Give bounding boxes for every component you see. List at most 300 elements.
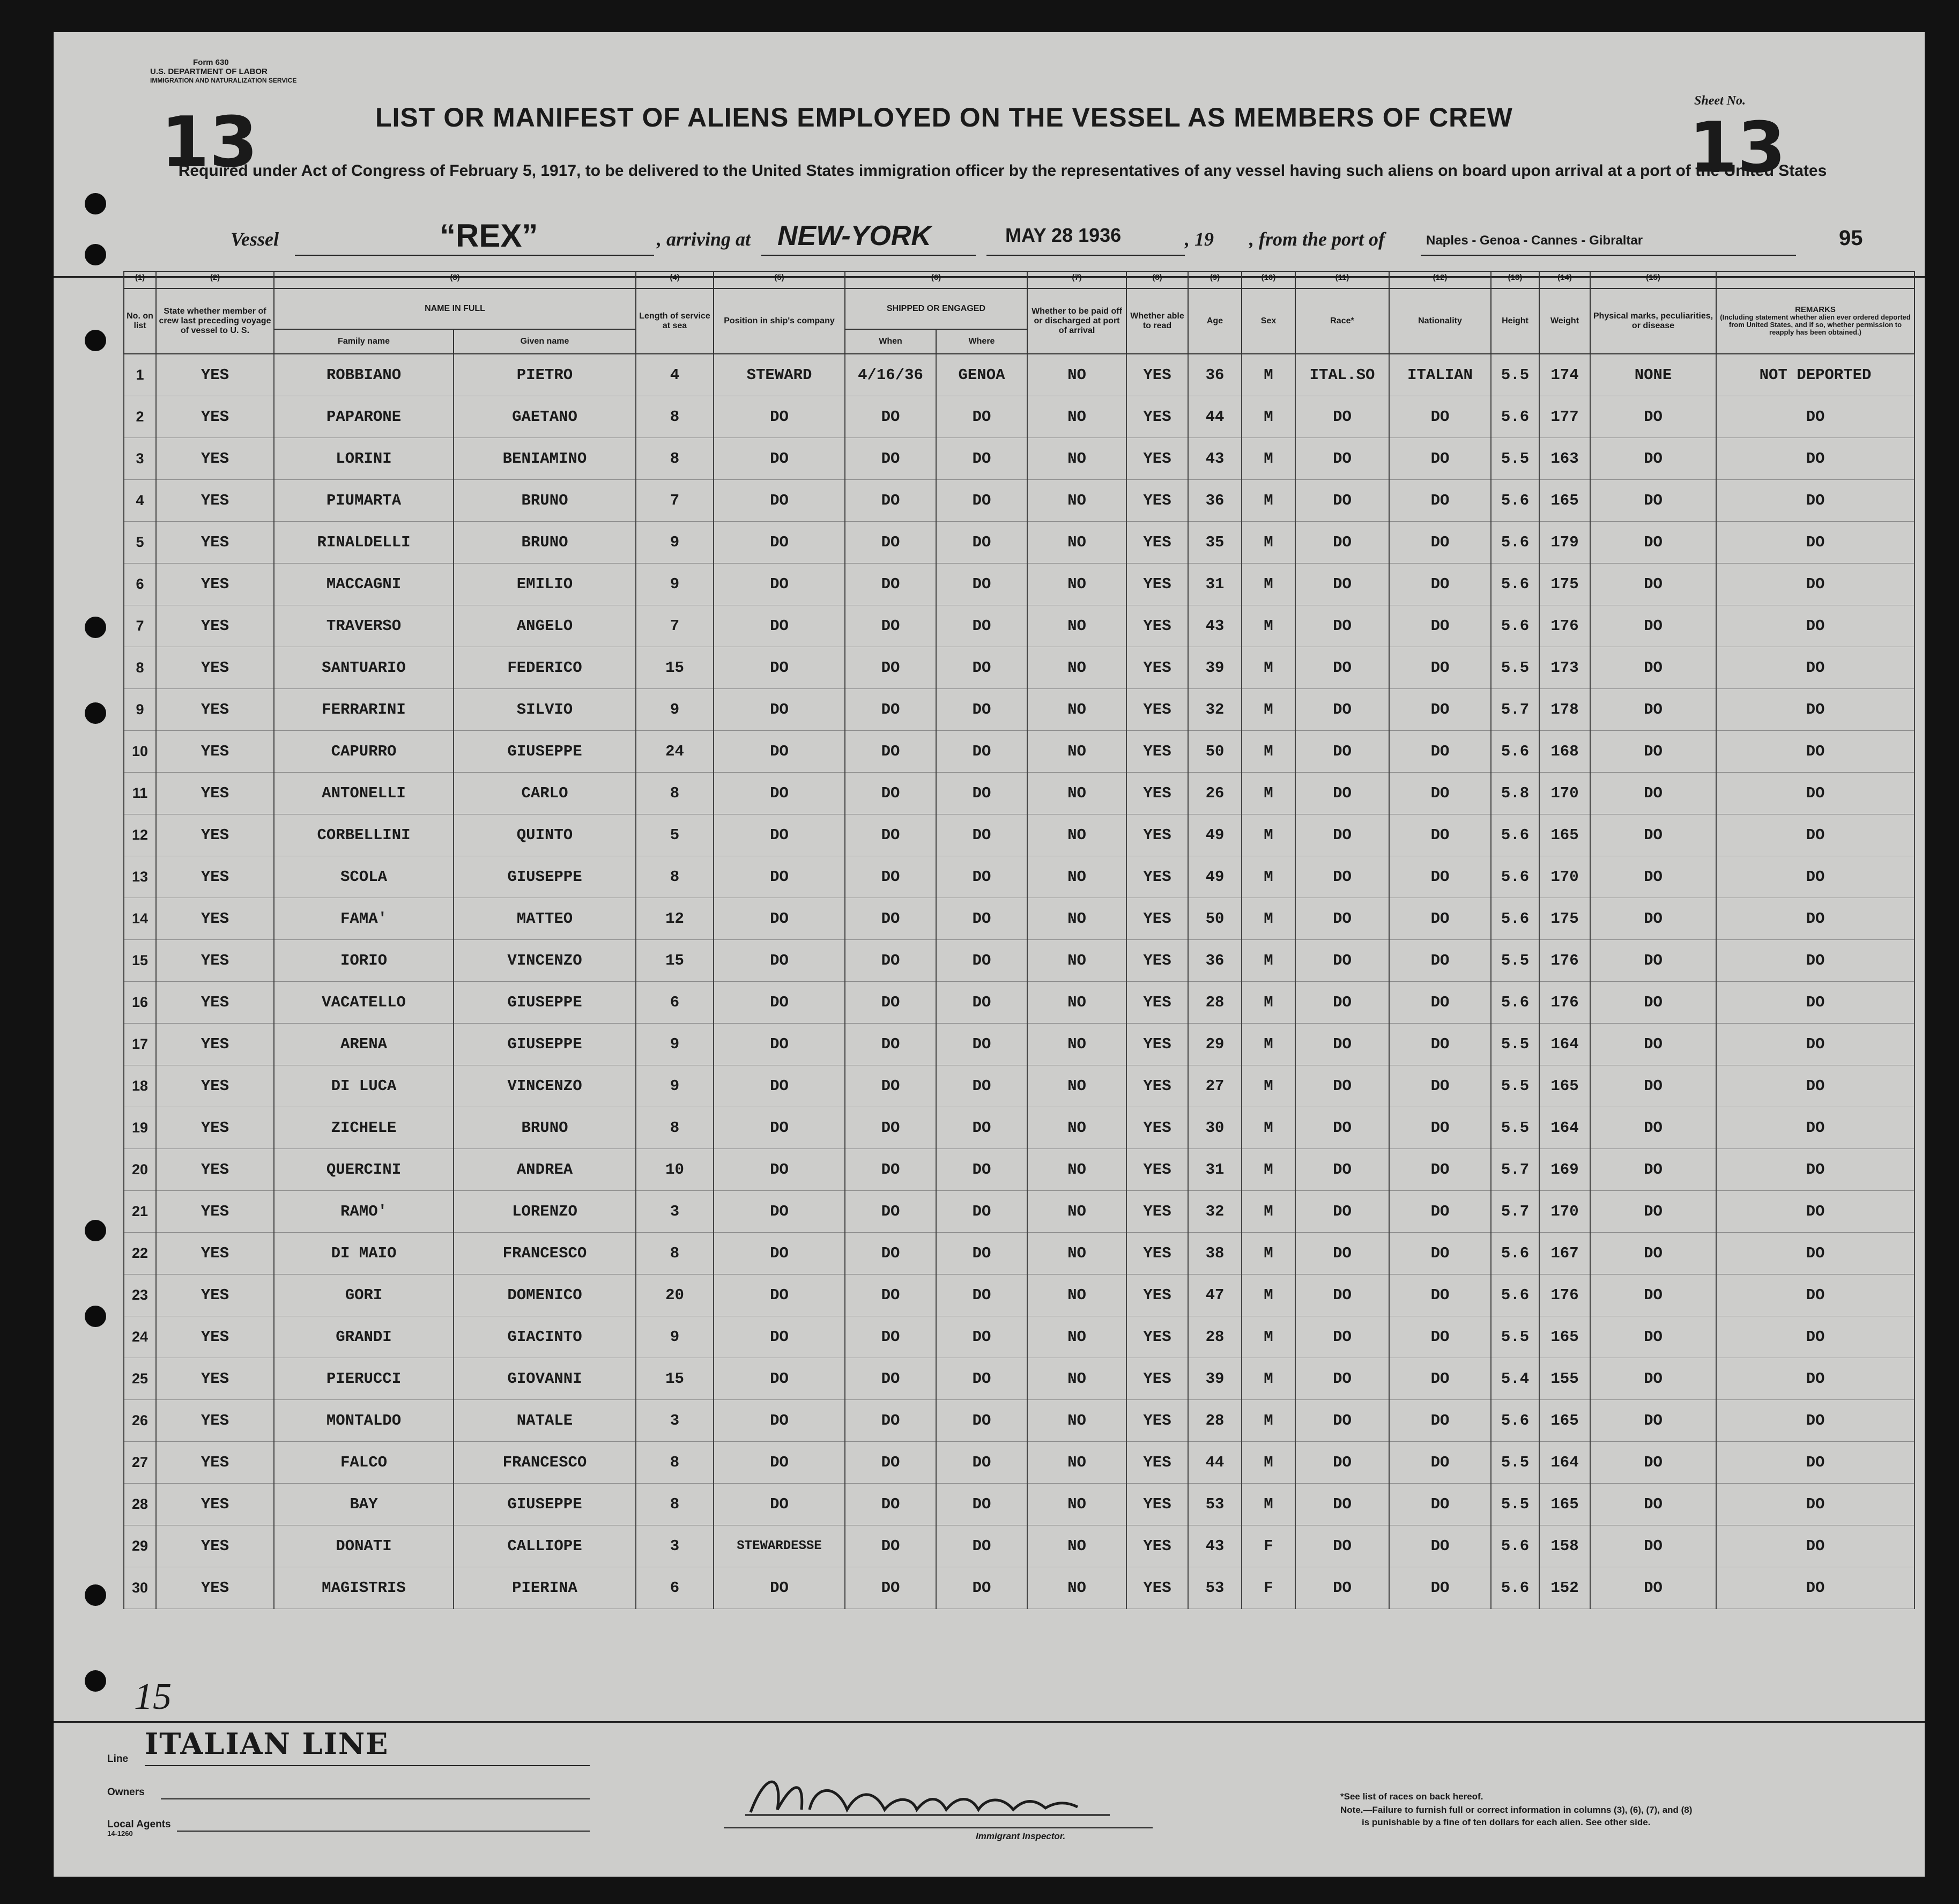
remarks-cell: DO [1716, 1275, 1915, 1316]
header-age: Age [1188, 288, 1242, 354]
col-number: (9) [1188, 271, 1242, 288]
given-name-cell: GIUSEPPE [454, 731, 636, 773]
owners-label: Owners [107, 1787, 145, 1798]
family-name-cell: FAMA' [274, 898, 454, 940]
row-number-cell: 1 [124, 354, 156, 396]
able-to-read-cell: YES [1126, 1316, 1188, 1358]
corner-number: 95 [1839, 226, 1863, 250]
physical-marks-cell: DO [1590, 1191, 1716, 1233]
sheet-number: 13 [1689, 107, 1786, 188]
given-name-cell: GIUSEPPE [454, 982, 636, 1024]
weight-cell: 169 [1539, 1149, 1590, 1191]
weight-cell: 178 [1539, 689, 1590, 731]
table-row [124, 1275, 1915, 1316]
physical-marks-cell: DO [1590, 522, 1716, 564]
sex-cell: M [1242, 1316, 1295, 1358]
able-to-read-cell: YES [1126, 982, 1188, 1024]
nationality-cell: DO [1389, 773, 1491, 814]
age-cell: 36 [1188, 480, 1242, 522]
remarks-cell: DO [1716, 1525, 1915, 1567]
nationality-cell: ITALIAN [1389, 354, 1491, 396]
family-name-cell: DI LUCA [274, 1065, 454, 1107]
nationality-cell: DO [1389, 1065, 1491, 1107]
sex-cell: M [1242, 1400, 1295, 1442]
weight-cell: 176 [1539, 982, 1590, 1024]
height-cell: 5.6 [1491, 1525, 1539, 1567]
crew-status-cell: YES [156, 1484, 274, 1525]
position-cell: DO [714, 1024, 845, 1065]
race-cell: DO [1295, 773, 1389, 814]
age-cell: 49 [1188, 814, 1242, 856]
family-name-cell: ZICHELE [274, 1107, 454, 1149]
table-row [124, 940, 1915, 982]
age-cell: 47 [1188, 1275, 1242, 1316]
paid-off-cell: NO [1027, 1442, 1126, 1484]
year-label: , 19 [1185, 228, 1214, 250]
remarks-cell: DO [1716, 1400, 1915, 1442]
shipped-when-cell: DO [845, 564, 936, 605]
service-length-cell: 12 [636, 898, 714, 940]
age-cell: 31 [1188, 1149, 1242, 1191]
height-cell: 5.7 [1491, 1149, 1539, 1191]
service-length-cell: 7 [636, 480, 714, 522]
sex-cell: F [1242, 1567, 1295, 1609]
weight-cell: 164 [1539, 1024, 1590, 1065]
given-name-cell: GIUSEPPE [454, 856, 636, 898]
crew-status-cell: YES [156, 731, 274, 773]
row-number-cell: 9 [124, 689, 156, 731]
weight-cell: 155 [1539, 1358, 1590, 1400]
header-height: Height [1491, 288, 1539, 354]
race-cell: DO [1295, 1191, 1389, 1233]
table-row [124, 522, 1915, 564]
punch-hole [85, 244, 106, 265]
race-cell: DO [1295, 940, 1389, 982]
crew-manifest-table [123, 271, 1915, 1609]
position-cell: DO [714, 480, 845, 522]
given-name-cell: PIERINA [454, 1567, 636, 1609]
punch-hole [85, 1220, 106, 1241]
service-length-cell: 15 [636, 647, 714, 689]
weight-cell: 165 [1539, 1065, 1590, 1107]
paid-off-cell: NO [1027, 1065, 1126, 1107]
family-name-cell: MACCAGNI [274, 564, 454, 605]
header-name-in-full: NAME IN FULL [274, 288, 636, 329]
race-cell: DO [1295, 731, 1389, 773]
shipped-where-cell: DO [936, 1065, 1027, 1107]
nationality-cell: DO [1389, 1275, 1491, 1316]
physical-marks-cell: DO [1590, 1065, 1716, 1107]
given-name-cell: GIUSEPPE [454, 1484, 636, 1525]
weight-cell: 176 [1539, 605, 1590, 647]
shipped-when-cell: DO [845, 1024, 936, 1065]
nationality-cell: DO [1389, 438, 1491, 480]
position-cell: DO [714, 773, 845, 814]
physical-marks-cell: DO [1590, 1024, 1716, 1065]
age-cell: 44 [1188, 1442, 1242, 1484]
family-name-cell: RINALDELLI [274, 522, 454, 564]
remarks-cell: DO [1716, 396, 1915, 438]
physical-marks-cell: DO [1590, 605, 1716, 647]
punch-hole [85, 702, 106, 724]
race-cell: DO [1295, 1525, 1389, 1567]
physical-marks-cell: DO [1590, 1233, 1716, 1275]
remarks-cell: DO [1716, 647, 1915, 689]
age-cell: 36 [1188, 940, 1242, 982]
able-to-read-cell: YES [1126, 689, 1188, 731]
given-name-cell: GAETANO [454, 396, 636, 438]
crew-status-cell: YES [156, 564, 274, 605]
age-cell: 50 [1188, 898, 1242, 940]
paid-off-cell: NO [1027, 1275, 1126, 1316]
row-number-cell: 24 [124, 1316, 156, 1358]
shipped-where-cell: DO [936, 1442, 1027, 1484]
shipped-when-cell: DO [845, 1233, 936, 1275]
sex-cell: M [1242, 480, 1295, 522]
paid-off-cell: NO [1027, 940, 1126, 982]
able-to-read-cell: YES [1126, 856, 1188, 898]
age-cell: 31 [1188, 564, 1242, 605]
service-length-cell: 4 [636, 354, 714, 396]
crew-status-cell: YES [156, 898, 274, 940]
position-cell: DO [714, 1567, 845, 1609]
crew-status-cell: YES [156, 354, 274, 396]
shipped-where-cell: DO [936, 940, 1027, 982]
agents-label: Local Agents [107, 1819, 171, 1830]
race-cell: DO [1295, 1316, 1389, 1358]
shipped-when-cell: DO [845, 898, 936, 940]
position-cell: DO [714, 1107, 845, 1149]
nationality-cell: DO [1389, 1567, 1491, 1609]
weight-cell: 152 [1539, 1567, 1590, 1609]
able-to-read-cell: YES [1126, 438, 1188, 480]
service-length-cell: 8 [636, 1233, 714, 1275]
remarks-cell: DO [1716, 1358, 1915, 1400]
physical-marks-cell: DO [1590, 1400, 1716, 1442]
nationality-cell: DO [1389, 1233, 1491, 1275]
table-row [124, 982, 1915, 1024]
col-number: (4) [636, 271, 714, 288]
height-cell: 5.5 [1491, 1024, 1539, 1065]
able-to-read-cell: YES [1126, 605, 1188, 647]
family-name-cell: SCOLA [274, 856, 454, 898]
able-to-read-cell: YES [1126, 1233, 1188, 1275]
shipped-where-cell: DO [936, 1400, 1027, 1442]
table-row [124, 1024, 1915, 1065]
shipped-where-cell: DO [936, 1107, 1027, 1149]
service-length-cell: 24 [636, 731, 714, 773]
row-number-cell: 26 [124, 1400, 156, 1442]
family-name-cell: CORBELLINI [274, 814, 454, 856]
given-name-cell: ANDREA [454, 1149, 636, 1191]
height-cell: 5.6 [1491, 605, 1539, 647]
given-name-cell: DOMENICO [454, 1275, 636, 1316]
given-name-cell: GIACINTO [454, 1316, 636, 1358]
table-row [124, 1065, 1915, 1107]
family-name-cell: FALCO [274, 1442, 454, 1484]
punch-hole [85, 330, 106, 351]
table-row [124, 689, 1915, 731]
table-row [124, 1567, 1915, 1609]
service-length-cell: 8 [636, 1442, 714, 1484]
able-to-read-cell: YES [1126, 1149, 1188, 1191]
able-to-read-cell: YES [1126, 480, 1188, 522]
sex-cell: M [1242, 1442, 1295, 1484]
position-cell: DO [714, 1191, 845, 1233]
shipped-when-cell: DO [845, 1442, 936, 1484]
sex-cell: M [1242, 1065, 1295, 1107]
family-name-cell: PIERUCCI [274, 1358, 454, 1400]
paid-off-cell: NO [1027, 1191, 1126, 1233]
service-length-cell: 9 [636, 564, 714, 605]
nationality-cell: DO [1389, 1191, 1491, 1233]
position-cell: DO [714, 982, 845, 1024]
table-row [124, 1525, 1915, 1567]
sex-cell: M [1242, 940, 1295, 982]
shipped-when-cell: DO [845, 1358, 936, 1400]
shipped-where-cell: DO [936, 396, 1027, 438]
inspector-label: Immigrant Inspector. [976, 1831, 1066, 1841]
crew-status-cell: YES [156, 1024, 274, 1065]
family-name-cell: RAMO' [274, 1191, 454, 1233]
height-cell: 5.5 [1491, 1442, 1539, 1484]
sex-cell: M [1242, 647, 1295, 689]
age-cell: 28 [1188, 982, 1242, 1024]
table-row [124, 647, 1915, 689]
row-number-cell: 6 [124, 564, 156, 605]
weight-cell: 170 [1539, 773, 1590, 814]
nationality-cell: DO [1389, 814, 1491, 856]
height-cell: 5.6 [1491, 396, 1539, 438]
able-to-read-cell: YES [1126, 396, 1188, 438]
position-cell: DO [714, 522, 845, 564]
weight-cell: 170 [1539, 1191, 1590, 1233]
vessel-name: “REX” [440, 218, 538, 254]
header-paid-off: Whether to be paid off or discharged at port of arrival [1027, 288, 1126, 354]
sex-cell: M [1242, 1275, 1295, 1316]
position-cell: STEWARD [714, 354, 845, 396]
service-length-cell: 9 [636, 689, 714, 731]
weight-cell: 167 [1539, 1233, 1590, 1275]
vessel-label: Vessel [231, 228, 279, 250]
race-note: *See list of races on back hereof. [1340, 1791, 1483, 1802]
remarks-cell: DO [1716, 1233, 1915, 1275]
form-department: U.S. DEPARTMENT OF LABOR [150, 67, 268, 76]
age-cell: 27 [1188, 1065, 1242, 1107]
shipped-when-cell: DO [845, 1275, 936, 1316]
given-name-cell: GIOVANNI [454, 1358, 636, 1400]
nationality-cell: DO [1389, 480, 1491, 522]
sex-cell: M [1242, 814, 1295, 856]
nationality-cell: DO [1389, 396, 1491, 438]
race-cell: DO [1295, 564, 1389, 605]
given-name-cell: BRUNO [454, 522, 636, 564]
position-cell: DO [714, 731, 845, 773]
service-length-cell: 3 [636, 1400, 714, 1442]
nationality-cell: DO [1389, 1024, 1491, 1065]
service-length-cell: 6 [636, 982, 714, 1024]
sex-cell: M [1242, 898, 1295, 940]
row-number-cell: 8 [124, 647, 156, 689]
sex-cell: M [1242, 982, 1295, 1024]
service-length-cell: 3 [636, 1191, 714, 1233]
header-remarks [1716, 288, 1915, 354]
age-cell: 32 [1188, 1191, 1242, 1233]
header-nationality: Nationality [1389, 288, 1491, 354]
nationality-cell: DO [1389, 982, 1491, 1024]
sex-cell: M [1242, 689, 1295, 731]
row-number-cell: 16 [124, 982, 156, 1024]
service-length-cell: 3 [636, 1525, 714, 1567]
row-number-cell: 22 [124, 1233, 156, 1275]
shipped-where-cell: DO [936, 898, 1027, 940]
age-cell: 53 [1188, 1484, 1242, 1525]
able-to-read-cell: YES [1126, 1484, 1188, 1525]
weight-cell: 170 [1539, 856, 1590, 898]
weight-cell: 165 [1539, 814, 1590, 856]
position-cell: DO [714, 898, 845, 940]
family-name-cell: PIUMARTA [274, 480, 454, 522]
crew-status-cell: YES [156, 1065, 274, 1107]
height-cell: 5.6 [1491, 480, 1539, 522]
sex-cell: F [1242, 1525, 1295, 1567]
race-cell: DO [1295, 396, 1389, 438]
remarks-cell: DO [1716, 1024, 1915, 1065]
column-header-row [124, 288, 1915, 329]
position-cell: DO [714, 1233, 845, 1275]
able-to-read-cell: YES [1126, 1191, 1188, 1233]
col-number: (13) [1491, 271, 1539, 288]
nationality-cell: DO [1389, 856, 1491, 898]
service-length-cell: 15 [636, 940, 714, 982]
crew-status-cell: YES [156, 396, 274, 438]
race-cell: DO [1295, 1400, 1389, 1442]
paid-off-cell: NO [1027, 1567, 1126, 1609]
paid-off-cell: NO [1027, 1525, 1126, 1567]
paid-off-cell: NO [1027, 1400, 1126, 1442]
race-cell: DO [1295, 1567, 1389, 1609]
table-row [124, 731, 1915, 773]
crew-status-cell: YES [156, 1358, 274, 1400]
weight-cell: 175 [1539, 898, 1590, 940]
crew-status-cell: YES [156, 1107, 274, 1149]
col-number: (11) [1295, 271, 1389, 288]
paid-off-cell: NO [1027, 1107, 1126, 1149]
row-number-cell: 15 [124, 940, 156, 982]
height-cell: 5.8 [1491, 773, 1539, 814]
header-race: Race* [1295, 288, 1389, 354]
sex-cell: M [1242, 438, 1295, 480]
physical-marks-cell: DO [1590, 1442, 1716, 1484]
form-identifier [150, 58, 296, 85]
shipped-where-cell: DO [936, 1275, 1027, 1316]
able-to-read-cell: YES [1126, 522, 1188, 564]
table-row [124, 564, 1915, 605]
paid-off-cell: NO [1027, 1316, 1126, 1358]
header-given-name: Given name [454, 329, 636, 354]
table-row [124, 480, 1915, 522]
physical-marks-cell: DO [1590, 856, 1716, 898]
paid-off-cell: NO [1027, 689, 1126, 731]
given-name-cell: NATALE [454, 1400, 636, 1442]
punch-hole [85, 617, 106, 638]
physical-marks-cell: DO [1590, 1358, 1716, 1400]
crew-status-cell: YES [156, 480, 274, 522]
nationality-cell: DO [1389, 1358, 1491, 1400]
header-position: Position in ship's company [714, 288, 845, 354]
able-to-read-cell: YES [1126, 1275, 1188, 1316]
able-to-read-cell: YES [1126, 1442, 1188, 1484]
given-name-cell: FEDERICO [454, 647, 636, 689]
sex-cell: M [1242, 856, 1295, 898]
weight-cell: 165 [1539, 1316, 1590, 1358]
remarks-cell: DO [1716, 689, 1915, 731]
weight-cell: 176 [1539, 940, 1590, 982]
row-number-cell: 14 [124, 898, 156, 940]
table-row [124, 1316, 1915, 1358]
given-name-cell: VINCENZO [454, 1065, 636, 1107]
paid-off-cell: NO [1027, 647, 1126, 689]
shipped-when-cell: DO [845, 940, 936, 982]
race-cell: DO [1295, 1275, 1389, 1316]
physical-marks-cell: DO [1590, 814, 1716, 856]
sex-cell: M [1242, 1024, 1295, 1065]
col-number: (7) [1027, 271, 1126, 288]
arrival-date: MAY 28 1936 [1005, 224, 1122, 246]
paid-off-cell: NO [1027, 1149, 1126, 1191]
nationality-cell: DO [1389, 1400, 1491, 1442]
remarks-cell: DO [1716, 773, 1915, 814]
sex-cell: M [1242, 605, 1295, 647]
paid-off-cell: NO [1027, 898, 1126, 940]
shipped-where-cell: DO [936, 647, 1027, 689]
race-cell: DO [1295, 438, 1389, 480]
race-cell: DO [1295, 522, 1389, 564]
header-weight: Weight [1539, 288, 1590, 354]
remarks-cell: DO [1716, 522, 1915, 564]
position-cell: DO [714, 1065, 845, 1107]
position-cell: DO [714, 1149, 845, 1191]
nationality-cell: DO [1389, 647, 1491, 689]
nationality-cell: DO [1389, 940, 1491, 982]
family-name-cell: DI MAIO [274, 1233, 454, 1275]
service-length-cell: 8 [636, 1484, 714, 1525]
from-port: Naples - Genoa - Cannes - Gibraltar [1426, 233, 1643, 248]
col-number: (6) [845, 271, 1027, 288]
agents-code: 14-1260 [107, 1829, 133, 1838]
position-cell: DO [714, 856, 845, 898]
shipped-where-cell: DO [936, 480, 1027, 522]
family-name-cell: ANTONELLI [274, 773, 454, 814]
race-cell: DO [1295, 480, 1389, 522]
table-row [124, 1149, 1915, 1191]
paid-off-cell: NO [1027, 522, 1126, 564]
position-cell: DO [714, 1275, 845, 1316]
row-number-cell: 23 [124, 1275, 156, 1316]
nationality-cell: DO [1389, 564, 1491, 605]
height-cell: 5.6 [1491, 522, 1539, 564]
line-stamp: ITALIAN LINE [145, 1727, 389, 1761]
punch-hole [85, 1306, 106, 1327]
shipped-when-cell: DO [845, 773, 936, 814]
weight-cell: 164 [1539, 1442, 1590, 1484]
age-cell: 49 [1188, 856, 1242, 898]
punch-hole [85, 1584, 106, 1606]
sex-cell: M [1242, 1484, 1295, 1525]
given-name-cell: CALLIOPE [454, 1525, 636, 1567]
weight-cell: 176 [1539, 1275, 1590, 1316]
service-length-cell: 20 [636, 1275, 714, 1316]
